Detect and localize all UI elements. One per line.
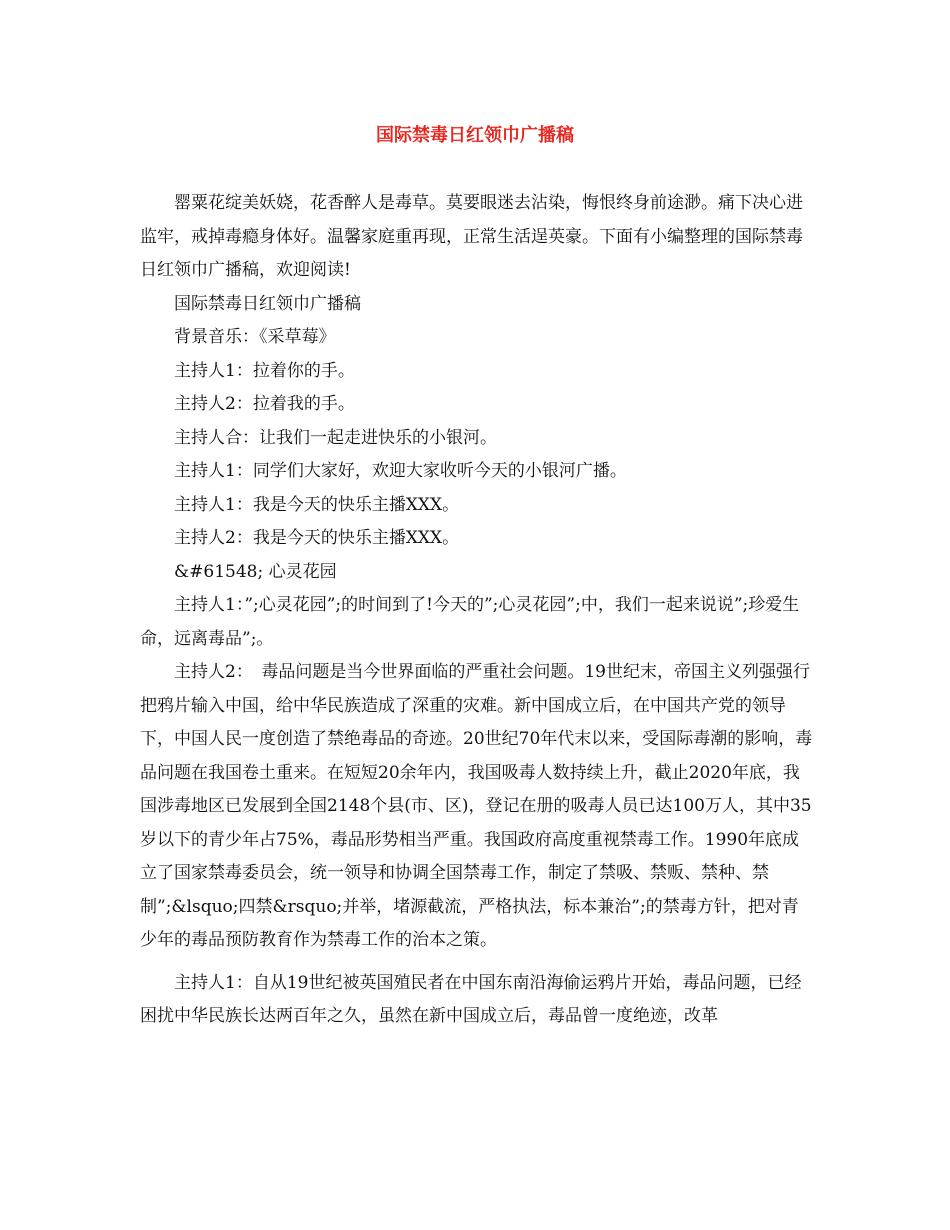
dialogue-line: 主持人1：拉着你的手。	[174, 360, 355, 381]
dialogue-line: 主持人1：同学们大家好，欢迎大家收听今天的小银河广播。	[174, 461, 627, 481]
section-heading: &#61548; 心灵花园	[174, 561, 337, 582]
dialogue-paragraph: 主持人2： 毒品问题是当今世界面临的严重社会问题。19世纪末，帝国主义列强强行把鸦片输入中国，给中华民族造成了深重的灾难。新中国成立后，在中国共产党的领导下，中国人民一度创造了禁绝毒品的奇迹。20世纪70年代末以来，受国际毒潮的影响，毒品问题在我国卷土重来。在短短20余年内，我国吸毒人数持续上升，截止2020年底，我国涉毒地区已发展到全国2148个县(市、区)，登记在册的吸毒人员已达100万人，其中35岁以下的青少年占75%，毒品形势相当严重。我国政府高度重视禁毒工作。1990年底成立了国家禁毒委员会，统一领导和协调全国禁毒工作，制定了禁吸、禁贩、禁种、禁制”;&lsquo;四禁&rsquo;并举，堵源截流，严格执法，标本兼治”;的禁毒方针，把对青少年的毒品预防教育作为禁毒工作的治本之策。	[140, 662, 813, 950]
background-music-line: 背景音乐：《采草莓》	[174, 327, 336, 347]
dialogue-line: 主持人合：让我们一起走进快乐的小银河。	[174, 427, 497, 448]
dialogue-line: 主持人1：我是今天的快乐主播XXX。	[174, 494, 460, 515]
dialogue-paragraph: 主持人1：自从19世纪被英国殖民者在中国东南沿海偷运鸦片开始，毒品问题，已经困扰中华民族长达两百年之久，虽然在新中国成立后，毒品曾一度绝迹，改革	[140, 972, 802, 1026]
dialogue-paragraph: 主持人1：”;心灵花园”;的时间到了!今天的”;心灵花园”;中，我们一起来说说”;珍爱生命，远离毒品”;。	[140, 595, 800, 649]
dialogue-line: 主持人2：拉着我的手。	[174, 394, 355, 414]
document-title: 国际禁毒日红领巾广播稿	[376, 125, 574, 146]
subtitle-line: 国际禁毒日红领巾广播稿	[174, 293, 361, 314]
document-body	[140, 187, 815, 1034]
dialogue-line: 主持人2：我是今天的快乐主播XXX。	[174, 528, 460, 548]
intro-paragraph: 罂粟花绽美妖娆，花香醉人是毒草。莫要眼迷去沾染，悔恨终身前途渺。痛下决心进监牢，戒掉毒瘾身体好。温馨家庭重再现，正常生活逞英豪。下面有小编整理的国际禁毒日红领巾广播稿，欢迎阅读!	[140, 193, 803, 280]
